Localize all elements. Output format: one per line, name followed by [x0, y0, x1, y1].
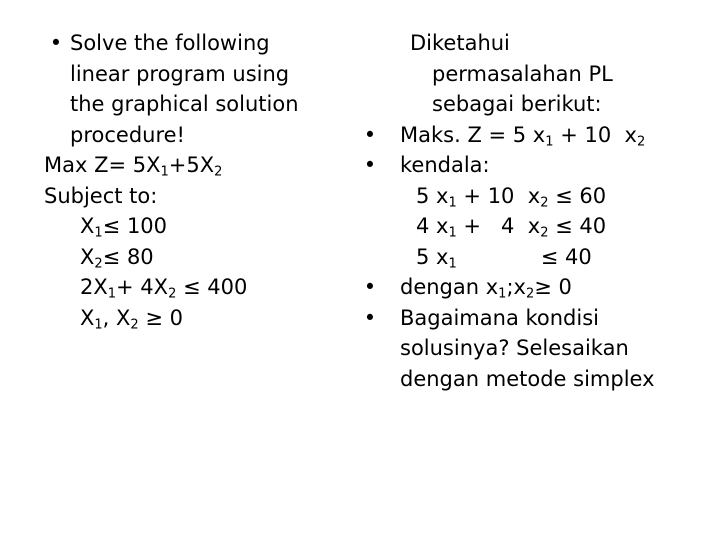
bullet-icon: • — [49, 31, 63, 55]
constraint-2: 4 $x_1 + 4$ $x_2 \le 40$ — [416, 214, 607, 241]
problem-statement-line-1: • Solve the following — [24, 28, 344, 59]
constraint-4: $X_1$, $X_2 \ge 0$ — [80, 305, 184, 333]
problem-statement-line-2: linear program using — [70, 61, 290, 86]
left-column — [24, 28, 344, 333]
right-column — [360, 28, 716, 394]
constraint-1: $X_1\le 100$ — [80, 214, 168, 241]
bullet-icon: • — [363, 153, 377, 177]
constraint-2: $X_2\le 80$ — [80, 244, 154, 272]
constraint-3: 5 $x_1 \le 40$ — [416, 244, 592, 272]
question-bullet-line-1: • Bagaimana kondisi — [360, 303, 716, 334]
constraints-heading-bullet: • kendala: — [360, 150, 716, 181]
nonnegativity-bullet: • dengan $x_1;x_2\ge 0$ — [360, 272, 716, 303]
bullet-icon: • — [363, 305, 377, 330]
question-line-2: solusinya? Selesaikan — [400, 336, 629, 360]
bullet-icon: • — [363, 122, 377, 147]
objective-function: Max $Z= 5X_1+5X_2$ — [44, 153, 223, 180]
problem-statement-line-4: procedure! — [70, 122, 185, 147]
constraint-1: 5 $x_1 + 10$ $x_2 \le 60$ — [416, 183, 607, 211]
intro-line-1: Diketahui — [410, 31, 510, 55]
bullet-icon: • — [363, 275, 377, 299]
subject-to-label: Subject to: — [44, 183, 158, 208]
problem-statement-line-3: the graphical solution — [70, 92, 299, 116]
constraint-3: $2X_1+ 4X_2 \le 400$ — [80, 275, 248, 302]
intro-line-3: sebagai berikut: — [432, 92, 602, 116]
objective-function-bullet: • Maks. Z = 5 $x_1 + 10$ $x_2$ — [360, 120, 716, 151]
question-line-3: dengan metode simplex — [400, 366, 655, 391]
intro-line-2: permasalahan PL — [432, 61, 613, 86]
